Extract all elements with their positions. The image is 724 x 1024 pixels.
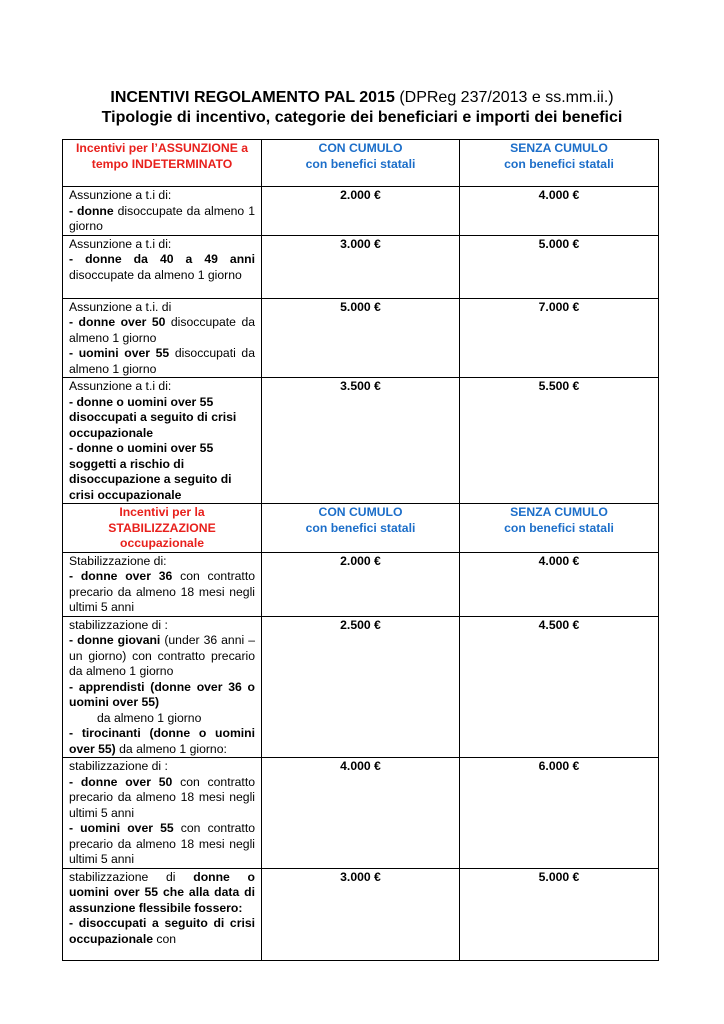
table-row <box>63 298 659 378</box>
amount-con-cumulo: 3.000 € <box>262 868 460 960</box>
amount-senza-cumulo: 7.000 € <box>460 298 659 378</box>
amount-senza-cumulo: 6.000 € <box>460 758 659 869</box>
beneficiary-cell: stabilizzazione di donne o uomini over 55 che alla data di assunzione flessibile fossero: - disoccupati a seguito di crisi occupazionale con <box>63 868 262 960</box>
incentives-table <box>62 139 659 961</box>
header-incentive-type: Incentivi per la STABILIZZAZIONE occupazionale <box>63 504 262 553</box>
amount-senza-cumulo: 4.000 € <box>460 552 659 616</box>
amount-con-cumulo: 2.000 € <box>262 187 460 236</box>
table-row <box>63 552 659 616</box>
beneficiary-cell: stabilizzazione di : - donne giovani (under 36 anni – un giorno) con contratto precario da almeno 1 giorno - apprendisti (donne over 36 o uomini over 55) da almeno 1 giorno - tirocinanti (donne o uomini over 55) da almeno 1 giorno: <box>63 616 262 758</box>
header-senza-cumulo: SENZA CUMULO con benefici statali <box>460 140 659 187</box>
table-header-assunzione <box>63 140 659 187</box>
header-senza-cumulo: SENZA CUMULO con benefici statali <box>460 504 659 553</box>
beneficiary-cell: Assunzione a t.i di: - donne disoccupate da almeno 1 giorno <box>63 187 262 236</box>
table-row <box>63 758 659 869</box>
amount-senza-cumulo: 5.000 € <box>460 868 659 960</box>
document-title: INCENTIVI REGOLAMENTO PAL 2015 (DPReg 237/2013 e ss.mm.ii.) <box>110 89 614 106</box>
amount-con-cumulo: 3.500 € <box>262 378 460 504</box>
amount-con-cumulo: 5.000 € <box>262 298 460 378</box>
beneficiary-cell: Stabilizzazione di: - donne over 36 con contratto precario da almeno 18 mesi negli ultimi 5 anni <box>63 552 262 616</box>
table-header-stabilizzazione <box>63 504 659 553</box>
beneficiary-cell: Assunzione a t.i di: - donne o uomini over 55 disoccupati a seguito di crisi occupazionale - donne o uomini over 55 soggetti a rischio di disoccupazione a seguito di crisi occupazionale <box>63 378 262 504</box>
table-row <box>63 235 659 298</box>
beneficiary-cell: Assunzione a t.i di: - donne da 40 a 49 anni disoccupate da almeno 1 giorno <box>63 235 262 298</box>
header-incentive-type: Incentivi per l’ASSUNZIONE a tempo INDETERMINATO <box>63 140 262 187</box>
table-row <box>63 187 659 236</box>
amount-senza-cumulo: 4.500 € <box>460 616 659 758</box>
amount-con-cumulo: 3.000 € <box>262 235 460 298</box>
amount-senza-cumulo: 5.000 € <box>460 235 659 298</box>
amount-con-cumulo: 2.500 € <box>262 616 460 758</box>
header-con-cumulo: CON CUMULO con benefici statali <box>262 140 460 187</box>
header-con-cumulo: CON CUMULO con benefici statali <box>262 504 460 553</box>
amount-con-cumulo: 2.000 € <box>262 552 460 616</box>
beneficiary-cell: Assunzione a t.i. di - donne over 50 disoccupate da almeno 1 giorno - uomini over 55 disoccupati da almeno 1 giorno <box>63 298 262 378</box>
beneficiary-cell: stabilizzazione di : - donne over 50 con contratto precario da almeno 18 mesi negli ultimi 5 anni - uomini over 55 con contratto precario da almeno 18 mesi negli ultimi 5 anni <box>63 758 262 869</box>
table-row <box>63 616 659 758</box>
amount-senza-cumulo: 4.000 € <box>460 187 659 236</box>
table-row <box>63 868 659 960</box>
amount-con-cumulo: 4.000 € <box>262 758 460 869</box>
amount-senza-cumulo: 5.500 € <box>460 378 659 504</box>
table-row <box>63 378 659 504</box>
document-subtitle: Tipologie di incentivo, categorie dei beneficiari e importi dei benefici <box>101 109 623 126</box>
